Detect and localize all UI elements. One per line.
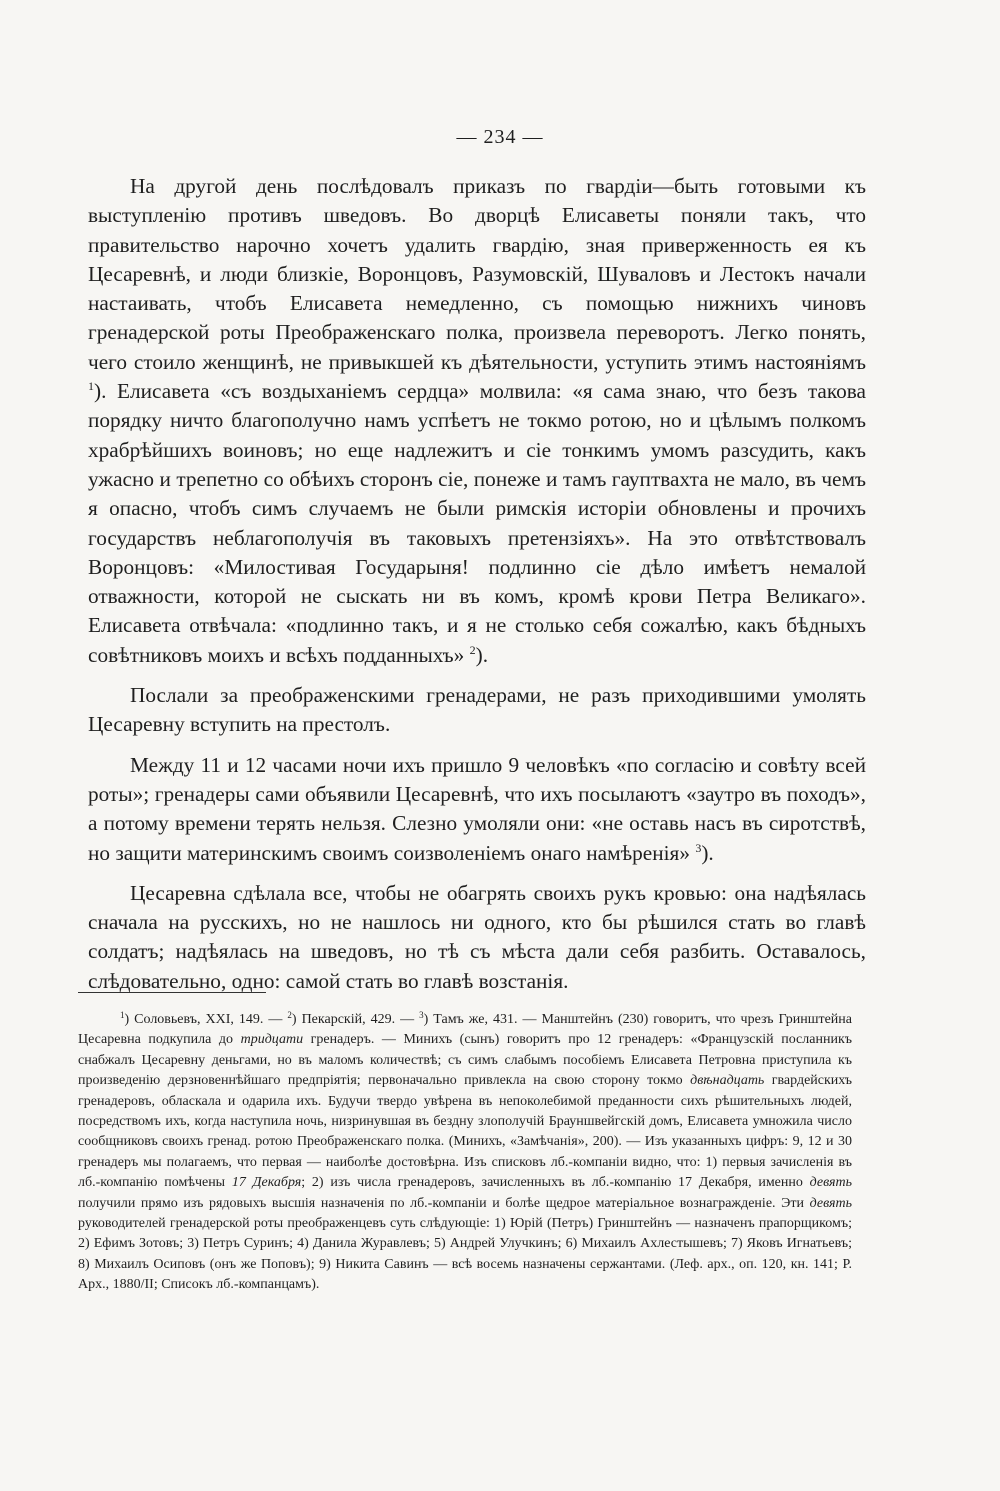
footnote-marker: 1: [120, 1010, 125, 1020]
footnote-marker: 3: [695, 840, 702, 855]
footnote-marker: 2: [469, 642, 476, 657]
text-run: Цесаревна сдѣлала все, чтобы не обагрять своихъ рукъ кровью: она надѣялась сначала на русскихъ, но не нашлось ни одного, кто бы рѣшился стать во главѣ солдатъ; надѣялась на шведовъ, но тѣ съ мѣста дали себя разбить. Оставалось, слѣдовательно, одно: самой стать во главѣ возстанія.: [88, 880, 866, 993]
italic-text: 17 Декабря: [231, 1175, 302, 1191]
text-run: Между 11 и 12 часами ночи ихъ пришло 9 человѣкъ «по согласію и совѣту всей роты»; гренадеры сами объявили Цесаревнѣ, что ихъ посылаютъ «заутро въ походъ», а потому времени терять нельзя. Слезно умоляли они: «не оставь насъ въ сиротствѣ, но защити материнскимъ своимъ соизволеніемъ онаго намѣренія»: [88, 752, 866, 865]
text-run: Послали за преображенскими гренадерами, не разъ приходившими умолять Цесаревну вступить на престолъ.: [88, 683, 866, 737]
footnote-marker: 1: [88, 379, 94, 394]
text-run: получили прямо изъ рядовыхъ высшія назначенія по лб.-компаніи и болѣе щедрое матеріальное вознагражденіе. Эти: [78, 1195, 810, 1211]
footnote-marker: 2: [287, 1010, 292, 1020]
paragraph: [88, 172, 866, 670]
text-run: гвардейскихъ гренадеровъ, обласкала и одарила ихъ. Будучи твердо увѣрена въ непоколебимой преданности сихъ рѣшительныхъ людей, посредствомъ ихъ, когда наступила ночь, низринувшая въ бездну злополучій Брауншвейгскій домъ, Елисавета умножила число сообщниковъ своихъ гренад. ротою Преображенскаго полка. (Минихъ, «Замѣчанія», 200). — Изъ указанныхъ цифръ: 9, 12 и 30 гренадеръ мы полагаемъ, что первая — наиболѣе достовѣрна. Изъ списковъ лб.-компаніи видно, что: 1) первыя зачисленія въ лб.-компанію помѣчены: [78, 1073, 852, 1191]
footnote-separator: [78, 992, 266, 993]
italic-text: тридцати: [240, 1032, 304, 1048]
footnotes: [78, 1010, 852, 1296]
text-run: руководителей гренадерской роты преображенцевъ суть слѣдующіе: 1) Юрій (Петръ) Гринштейнъ — назначенъ прапорщикомъ; 2) Ефимъ Зотовъ; 3) Петръ Суринъ; 4) Данила Журавлевъ; 5) Андрей Улучкинъ; 6) Михаилъ Ахлестышевъ; 7) Яковъ Игнатьевъ; 8) Михаилъ Осиповъ (онъ же Поповъ); 9) Никита Савинъ — всѣ восемь назначены сержантами. (Леф. арх., оп. 120, кн. 141; Р. Арх., 1880/II; Списокъ лб.-компанцамъ).: [78, 1216, 852, 1293]
text-run: гренадеръ. — Минихъ (сынъ) говоритъ про 12 гренадеръ: «Французскій посланникъ снабжалъ Цесаревну деньгами, но въ маломъ количествѣ; съ симъ слабымъ пособіемъ Елисавета Петровна приступила къ произведенію дерзновеннѣйшаго предпріятія; первоначально привлекла на свою сторону токмо: [78, 1032, 852, 1089]
text-run: ).: [475, 642, 489, 667]
main-text: [88, 172, 866, 1007]
italic-text: девять: [809, 1175, 852, 1191]
paragraph: [88, 879, 866, 996]
text-run: ; 2) изъ числа гренадеровъ, зачисленныхъ въ лб.-компанію 17 Декабря, именно: [301, 1175, 810, 1191]
text-run: ) Соловьевъ, XXI, 149. —: [124, 1012, 288, 1027]
page-number: — 234 —: [456, 126, 544, 148]
text-run: ). Елисавета «съ воздыханіемъ сердца» молвила: «я сама знаю, что безъ такова порядку ничто благополучно намъ успѣетъ не токмо ротою, но и цѣлымъ полкомъ храбрѣйшихъ воиновъ; но еще надлежитъ и сіе тонкимъ умомъ разсудить, какъ ужасно и трепетно со обѣихъ сторонъ сіе, понеже и тамъ гауптвахта не мало, въ чемъ я опасно, чтобъ симъ случаемъ не были римскія исторіи обновлены и прочихъ государствъ неблагополучія въ таковыхъ претензіяхъ». На это отвѣтствовалъ Воронцовъ: «Милостивая Государыня! подлинно сіе дѣло имѣетъ немалой отважности, которой не сыскать ни въ комъ, кромѣ крови Петра Великаго». Елисавета отвѣчала: «подлинно такъ, и я не столько себя сожалѣю, какъ бѣдныхъ совѣтниковъ моихъ и всѣхъ подданныхъ»: [88, 379, 866, 667]
text-run: ).: [701, 840, 714, 865]
paragraph: [88, 751, 866, 868]
italic-text: двѣнадцать: [690, 1073, 765, 1089]
text-run: ) Тамъ же, 431. — Манштейнъ (230) говоритъ, что чрезъ Гринштейна Цесаревна подкупила до: [78, 1012, 853, 1048]
text-run: На другой день послѣдовалъ приказъ по гвардіи—быть готовыми къ выступленію противъ шведовъ. Во дворцѣ Елисаветы поняли такъ, что правительство нарочно хочетъ удалить гвардію, зная приверженность ея къ Цесаревнѣ, и люди близкіе, Воронцовъ, Разумовскій, Шуваловъ и Лестокъ начали настаивать, чтобъ Елисавета немедленно, съ помощью нижнихъ чиновъ гренадерской роты Преображенскаго полка, произвела переворотъ. Легко понять, чего стоило женщинѣ, не привыкшей къ дѣятельности, уступить этимъ настояніямъ: [88, 174, 866, 374]
italic-text: девять: [809, 1195, 852, 1211]
paragraph: [88, 681, 866, 740]
text-run: ) Пекарскій, 429. —: [291, 1012, 420, 1027]
footnote-marker: 3: [419, 1010, 424, 1020]
